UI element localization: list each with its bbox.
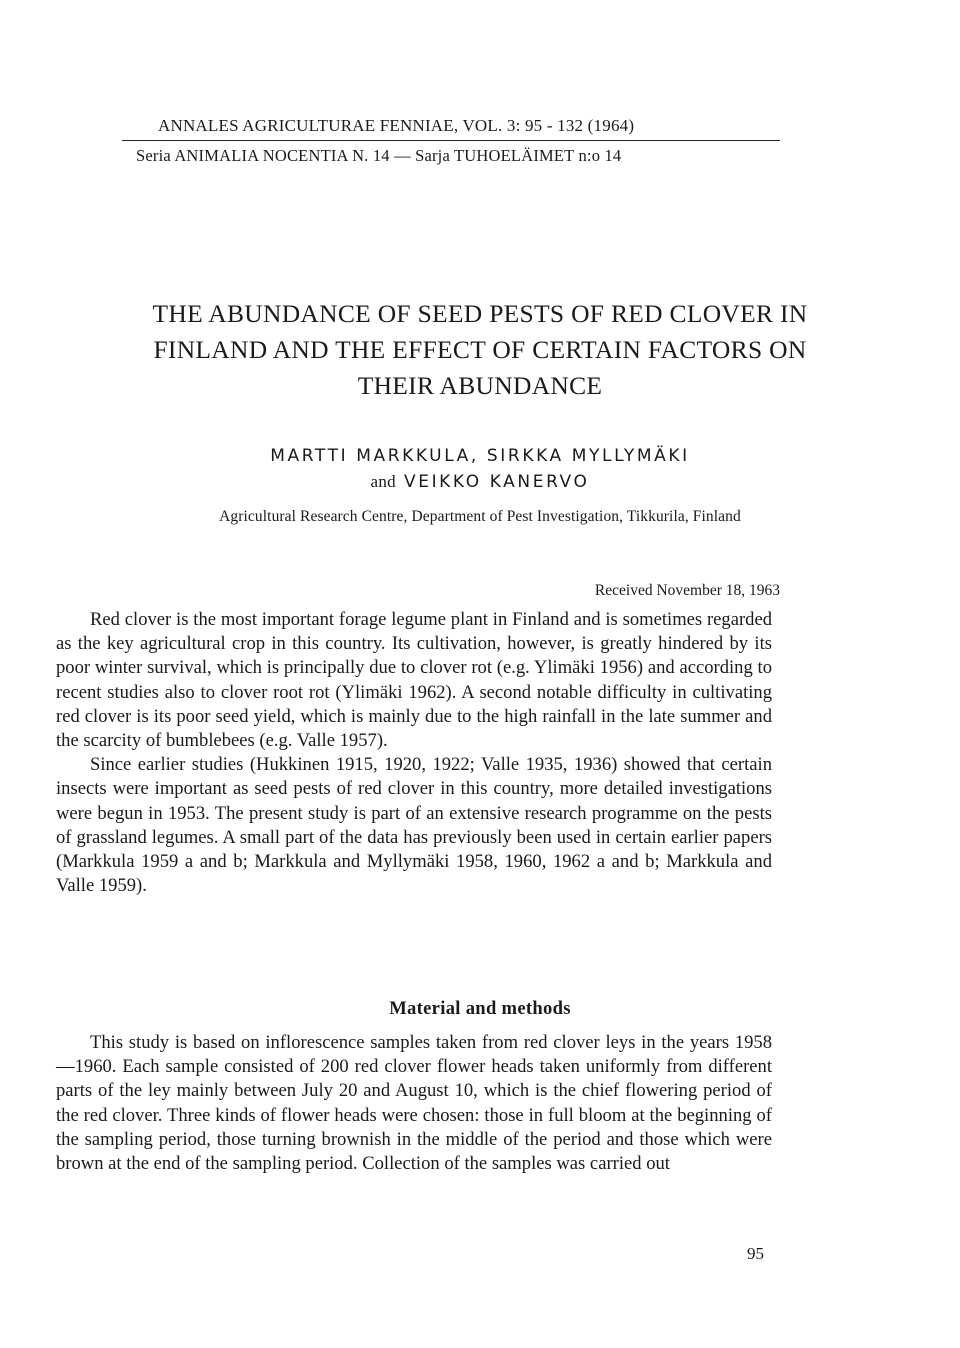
page-number: 95 <box>747 1244 764 1263</box>
title-line-2: FINLAND AND THE EFFECT OF CERTAIN FACTORS ON <box>153 335 807 364</box>
author-kanervo: VEIKKO KANERVO <box>404 472 590 492</box>
material-methods-section <box>56 1031 772 1176</box>
introduction <box>56 608 772 898</box>
author-list <box>0 443 960 495</box>
authors-line-1: MARTTI MARKKULA, SIRKKA MYLLYMÄKI <box>270 446 690 466</box>
authors-line-2 <box>0 469 960 495</box>
intro-paragraph-2: Since earlier studies (Hukkinen 1915, 1920, 1922; Valle 1935, 1936) showed that certain insects were important as seed pests of red clover in this country, more detailed investigations were begun in 1953. The present study is part of an extensive research programme on the pests of grassland legumes. A small part of the data has previously been used in certain earlier papers (Markkula 1959 a and b; Markkula and Myllymäki 1958, 1960, 1962 a and b; Markkula and Valle 1959). <box>56 754 772 897</box>
received-date: Received November 18, 1963 <box>594 582 780 599</box>
title-line-3: THEIR ABUNDANCE <box>357 371 603 400</box>
paper-title <box>40 296 920 404</box>
methods-paragraph-1: This study is based on inflorescence samples taken from red clover leys in the years 1958—1960. Each sample consisted of 200 red clover flower heads taken uniformly from different parts of the ley mainly between July 20 and August 10, which is the chief flowering period of the red clover. Three kinds of flower heads were chosen: those in full bloom at the beginning of the sampling period, those turning brownish in the middle of the period and those which were brown at the end of the sampling period. Collection of the samples was carried out <box>56 1032 772 1175</box>
journal-citation: ANNALES AGRICULTURAE FENNIAE, VOL. 3: 95 - 132 (1964) <box>158 116 635 135</box>
header-divider <box>122 140 780 141</box>
intro-paragraph-1: Red clover is the most important forage legume plant in Finland and is sometimes regarded as the key agricultural crop in this country. Its cultivation, however, is greatly hindered by its poor winter survival, which is principally due to clover rot (e.g. Ylimäki 1956) and according to recent studies also to clover root rot (Ylimäki 1962). A second notable difficulty in cultivating red clover is its poor seed yield, which is mainly due to the high rainfall in the late summer and the scarcity of bumblebees (e.g. Valle 1957). <box>56 609 772 752</box>
affiliation: Agricultural Research Centre, Department of Pest Investigation, Tikkurila, Finland <box>219 508 741 525</box>
section-heading-material-methods: Material and methods <box>389 998 571 1019</box>
series-line: Seria ANIMALIA NOCENTIA N. 14 — Sarja TUHOELÄIMET n:o 14 <box>136 146 622 165</box>
authors-conjunction: and <box>370 472 396 491</box>
title-line-1: THE ABUNDANCE OF SEED PESTS OF RED CLOVER IN <box>152 299 808 328</box>
